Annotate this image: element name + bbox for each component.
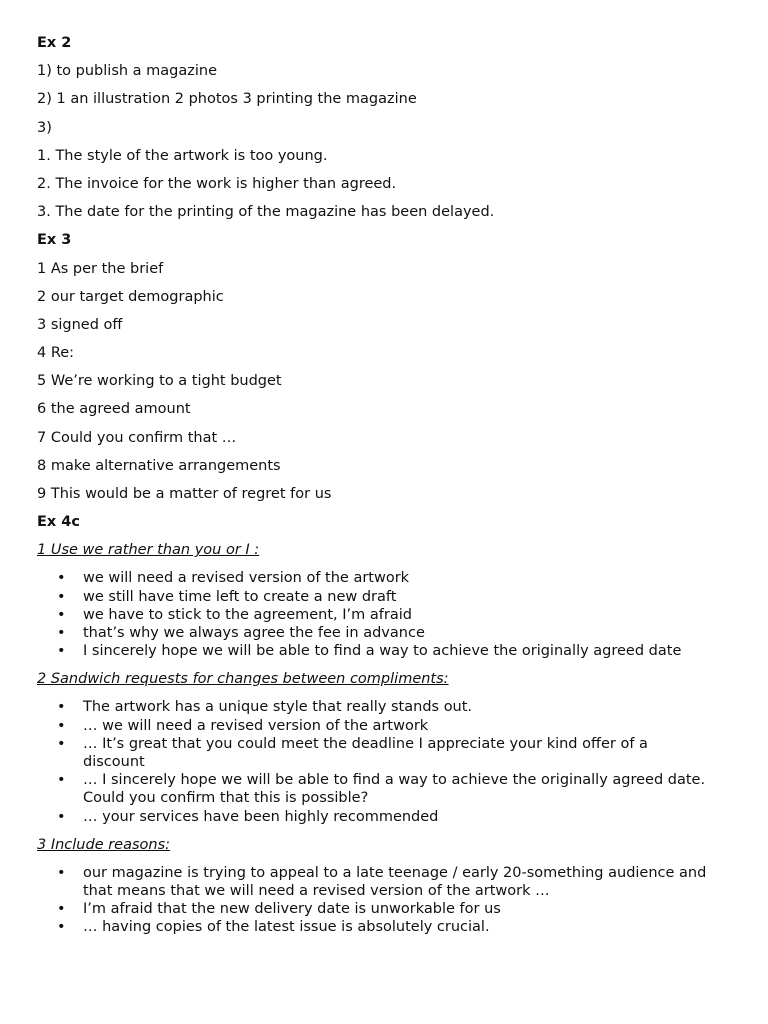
list-item-text: … your services have been highly recommended bbox=[83, 808, 439, 825]
list-item-text: … having copies of the latest issue is absolutely crucial. bbox=[83, 919, 490, 936]
ex2-heading: Ex 2 bbox=[37, 35, 72, 51]
list-item bbox=[37, 642, 733, 660]
ex3-item: 5 We’re working to a tight budget bbox=[37, 373, 282, 390]
bullet-icon: • bbox=[57, 808, 66, 825]
list-item bbox=[37, 918, 733, 936]
ex3-item: 3 signed off bbox=[37, 316, 123, 333]
bullet-icon: • bbox=[57, 901, 66, 918]
ex2-answer-3: 3) bbox=[37, 119, 52, 136]
list-item-text: The artwork has a unique style that really stands out. bbox=[83, 699, 473, 716]
ex3-heading: Ex 3 bbox=[37, 232, 72, 249]
bullet-icon: • bbox=[57, 772, 66, 789]
list-item bbox=[37, 864, 728, 900]
ex4c-section-title: 1 Use we rather than you or I : bbox=[37, 542, 260, 559]
list-item-text: that’s why we always agree the fee in advance bbox=[83, 624, 425, 641]
bullet-icon: • bbox=[57, 570, 66, 587]
list-item-text: our magazine is trying to appeal to a late teenage / early 20-something audience and that means that we will need a revised version of the artwork … bbox=[83, 864, 707, 900]
bullet-icon: • bbox=[57, 624, 66, 641]
bullet-list bbox=[37, 569, 732, 660]
list-item bbox=[37, 606, 733, 624]
bullet-icon: • bbox=[57, 588, 66, 605]
ex2-item: 2. The invoice for the work is higher than agreed. bbox=[37, 175, 397, 192]
ex3-item: 6 the agreed amount bbox=[37, 401, 191, 418]
list-item-text: … It’s great that you could meet the deadline I appreciate your kind offer of a discount bbox=[83, 735, 648, 770]
ex2-item: 3. The date for the printing of the magazine has been delayed. bbox=[37, 204, 495, 221]
bullet-icon: • bbox=[57, 864, 66, 881]
list-item-text: I sincerely hope we will be able to find a way to achieve the originally agreed date bbox=[83, 643, 682, 660]
bullet-icon: • bbox=[57, 699, 66, 716]
list-item-text: I’m afraid that the new delivery date is unworkable for us bbox=[83, 901, 501, 918]
ex3-item: 1 As per the brief bbox=[37, 260, 164, 277]
ex4c-heading: Ex 4c bbox=[37, 514, 80, 531]
ex3-item: 8 make alternative arrangements bbox=[37, 457, 281, 474]
ex4c-section-title: 3 Include reasons: bbox=[37, 836, 171, 853]
ex2-item: 1. The style of the artwork is too young. bbox=[37, 147, 328, 164]
list-item-text: we will need a revised version of the artwork bbox=[83, 570, 410, 587]
ex3-item: 2 our target demographic bbox=[37, 288, 224, 305]
list-item bbox=[37, 588, 733, 606]
list-item bbox=[37, 624, 733, 642]
list-item-text: we still have time left to create a new draft bbox=[83, 588, 397, 605]
list-item bbox=[37, 717, 733, 735]
list-item-text: … I sincerely hope we will be able to find a way to achieve the originally agreed date. Could you confirm that this is possible? bbox=[83, 772, 706, 807]
bullet-list bbox=[37, 864, 732, 937]
ex2-answer-2: 2) 1 an illustration 2 photos 3 printing the magazine bbox=[37, 91, 417, 108]
ex3-item: 9 This would be a matter of regret for us bbox=[37, 486, 332, 502]
bullet-icon: • bbox=[57, 643, 66, 660]
list-item bbox=[37, 735, 693, 771]
bullet-icon: • bbox=[57, 606, 66, 623]
bullet-icon: • bbox=[57, 717, 66, 734]
bullet-list bbox=[37, 698, 732, 825]
ex4c-section-title: 2 Sandwich requests for changes between compliments: bbox=[37, 671, 449, 688]
bullet-icon: • bbox=[57, 735, 66, 752]
list-item-text: … we will need a revised version of the artwork bbox=[83, 717, 429, 734]
list-item bbox=[37, 698, 733, 716]
ex2-answer-1: 1) to publish a magazine bbox=[37, 63, 218, 80]
ex3-item: 4 Re: bbox=[37, 345, 75, 362]
list-item bbox=[37, 808, 733, 826]
list-item-text: we have to stick to the agreement, I’m afraid bbox=[83, 606, 412, 623]
ex3-item: 7 Could you confirm that … bbox=[37, 429, 237, 446]
list-item bbox=[37, 900, 733, 918]
bullet-icon: • bbox=[57, 919, 66, 936]
list-item bbox=[37, 771, 723, 807]
list-item bbox=[37, 569, 733, 587]
